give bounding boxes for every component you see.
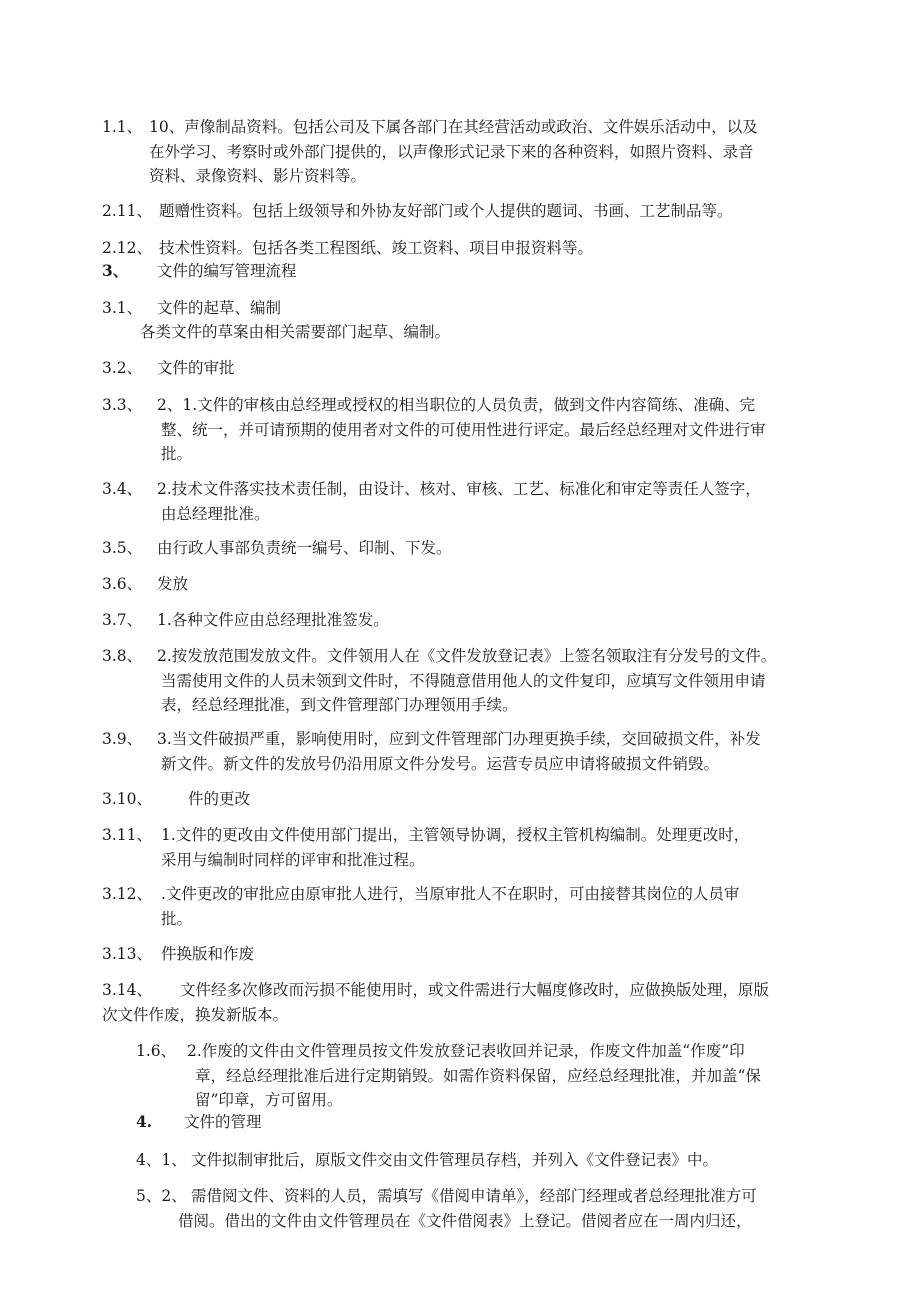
paragraph-text: 2.按发放范围发放文件。文件领用人在《文件发放登记表》上签名领取注有分发号的文件。: [157, 647, 777, 665]
paragraph-line: [102, 823, 749, 848]
paragraph-number: 1.1、: [102, 118, 143, 136]
paragraph-text: 文件经多次修改而污损不能使用时，或文件需进行大幅度修改时，应做换版处理，原版: [180, 981, 770, 999]
paragraph-text: 章，经总经理批准后进行定期销毁。如需作资料保留，应经总经理批准，并加盖“保: [195, 1066, 761, 1085]
paragraph-line: [102, 236, 593, 261]
paragraph-number: 3.10、: [102, 790, 153, 808]
paragraph-text: 留”印章，方可留用。: [195, 1091, 343, 1109]
paragraph-5-2: [136, 1184, 757, 1233]
section-title: 文件的管理: [184, 1113, 262, 1131]
paragraph-number: 3.14、: [102, 981, 153, 999]
paragraph-line: [136, 1039, 761, 1064]
paragraph-text: 1.各种文件应由总经理批准签发。: [157, 611, 389, 629]
paragraph-text: 3.当文件破损严重，影响使用时，应到文件管理部门办理更换手续，交回破损文件，补发: [157, 730, 761, 748]
paragraph-number: 3.7、: [102, 611, 143, 629]
paragraph-text: 新文件。新文件的发放号仍沿用原文件分发号。运营专员应申请将破损文件销毁。: [161, 754, 720, 773]
section-number: 4.: [136, 1112, 153, 1131]
paragraph-3-1-body: [140, 320, 450, 345]
paragraph-3-5: [102, 536, 452, 561]
paragraph-line: [102, 727, 761, 752]
paragraph-text: 2.作废的文件由文件管理员按文件发放登记表收回并记录，作废文件加盖“作废”印: [187, 1042, 745, 1060]
paragraph-text: 表，经总经理批准，到文件管理部门办理领用手续。: [161, 696, 518, 714]
paragraph-line: [102, 608, 389, 633]
paragraph-1-1: [102, 115, 758, 189]
paragraph-line: [102, 978, 769, 1003]
paragraph-text: 整、统一，并可请预期的使用者对文件的可使用性进行评定。最后经总经理对文件进行审: [161, 420, 766, 439]
paragraph-4-1: [136, 1148, 718, 1173]
paragraph-text: 批。: [161, 909, 193, 928]
paragraph-number: 2.11、: [102, 202, 153, 220]
paragraph-number: 4、1、: [136, 1151, 187, 1169]
paragraph-text: 批。: [161, 445, 193, 463]
paragraph-text: 文件的起草、编制: [157, 299, 282, 317]
paragraph-text: 当需使用文件的人员未领到文件时，不得随意借用他人的文件复印，应填写文件领用申请: [161, 671, 766, 690]
paragraph-text: 件的更改: [188, 790, 251, 808]
section-number: 3、: [102, 261, 129, 280]
paragraph-text: .文件更改的审批应由原审批人进行，当原审批人不在职时，可由接替其岗位的人员审: [161, 885, 740, 903]
paragraph-number: 3.4、: [102, 480, 143, 498]
paragraph-number: 3.8、: [102, 647, 143, 665]
paragraph-3-2: [102, 356, 235, 381]
paragraph-3-7: [102, 608, 389, 633]
paragraph-line: [102, 115, 758, 140]
paragraph-line: [102, 882, 739, 907]
paragraph-number: 3.3、: [102, 396, 143, 414]
paragraph-3-6: [102, 572, 188, 597]
paragraph-2-12: [102, 236, 593, 261]
paragraph-3-4: [102, 477, 761, 526]
paragraph-line: [102, 572, 188, 597]
paragraph-number: 3.12、: [102, 885, 153, 903]
paragraph-text: 资料、录像资料、影片资料等。: [149, 167, 367, 185]
paragraph-line: [136, 1110, 262, 1135]
paragraph-text: 由行政人事部负责统一编号、印制、下发。: [157, 539, 452, 557]
paragraph-text: 2、1.文件的审核由总经理或授权的相当职位的人员负责，做到文件内容简练、准确、完: [157, 396, 756, 414]
paragraph-text: 题赠性资料。包括上级领导和外协友好部门或个人提供的题词、书画、工艺制品等。: [159, 202, 733, 220]
paragraph-text: 各类文件的草案由相关需要部门起草、编制。: [140, 323, 451, 341]
paragraph-text: 由总经理批准。: [161, 504, 270, 523]
paragraph-text: 件换版和作废: [161, 945, 255, 963]
paragraph-text: 1.文件的更改由文件使用部门提出，主管领导协调，授权主管机构编制。处理更改时，: [161, 826, 750, 844]
paragraph-text: 10、声像制品资料。包括公司及下属各部门在其经营活动或政治、文件娱乐活动中，以及: [149, 118, 758, 136]
paragraph-text: 发放: [157, 575, 189, 593]
paragraph-line: [102, 942, 254, 967]
paragraph-3-1: [102, 296, 281, 321]
section-title: 文件的编写管理流程: [157, 262, 297, 280]
paragraph-3-14: [102, 978, 769, 1027]
paragraph-3-11: [102, 823, 749, 872]
paragraph-3-10: [102, 787, 250, 812]
paragraph-line: [102, 199, 733, 224]
paragraph-line: [102, 644, 776, 669]
paragraph-line: [102, 259, 297, 284]
paragraph-text: 文件拟制审批后，原版文件交由文件管理员存档，并列入《文件登记表》中。: [191, 1151, 719, 1169]
paragraph-number: 3.9、: [102, 730, 143, 748]
section-heading-4: [136, 1110, 262, 1135]
paragraph-text: 在外学习、考察时或外部门提供的，以声像形式记录下来的各种资料，如照片资料、录音: [149, 142, 754, 161]
paragraph-line: [102, 296, 281, 321]
paragraph-line: [102, 477, 761, 502]
paragraph-1-6: [136, 1039, 761, 1113]
paragraph-number: 3.1、: [102, 299, 143, 317]
paragraph-line: [102, 787, 250, 812]
paragraph-number: 3.5、: [102, 539, 143, 557]
paragraph-number: 1.6、: [136, 1042, 177, 1060]
paragraph-number: 2.12、: [102, 239, 153, 257]
paragraph-line: [102, 536, 452, 561]
paragraph-line: [102, 393, 766, 418]
paragraph-text: 借阅。借出的文件由文件管理员在《文件借阅表》上登记。借阅者应在一周内归还，: [178, 1211, 752, 1230]
paragraph-2-11: [102, 199, 733, 224]
paragraph-3-3: [102, 393, 766, 467]
paragraph-text: 次文件作废，换发新版本。: [102, 1005, 289, 1024]
paragraph-line: [102, 356, 235, 381]
section-heading-3: [102, 259, 297, 284]
paragraph-3-8: [102, 644, 776, 718]
paragraph-number: 3.6、: [102, 575, 143, 593]
paragraph-text: 文件的审批: [157, 359, 235, 377]
paragraph-text: 需借阅文件、资料的人员，需填写《借阅申请单》，经部门经理或者总经理批准方可: [191, 1187, 757, 1205]
paragraph-number: 3.13、: [102, 945, 153, 963]
paragraph-text: 2.技术文件落实技术责任制，由设计、核对、审核、工艺、标准化和审定等责任人签字，: [157, 480, 761, 498]
paragraph-text: 技术性资料。包括各类工程图纸、竣工资料、项目申报资料等。: [159, 239, 594, 257]
paragraph-line: [136, 1184, 757, 1209]
paragraph-3-13: [102, 942, 254, 967]
paragraph-3-9: [102, 727, 761, 776]
paragraph-3-12: [102, 882, 739, 931]
paragraph-text: 采用与编制时同样的评审和批准过程。: [161, 850, 425, 869]
paragraph-line: [136, 1148, 718, 1173]
paragraph-number: 5、2、: [136, 1187, 187, 1205]
paragraph-number: 3.11、: [102, 826, 153, 844]
paragraph-number: 3.2、: [102, 359, 143, 377]
